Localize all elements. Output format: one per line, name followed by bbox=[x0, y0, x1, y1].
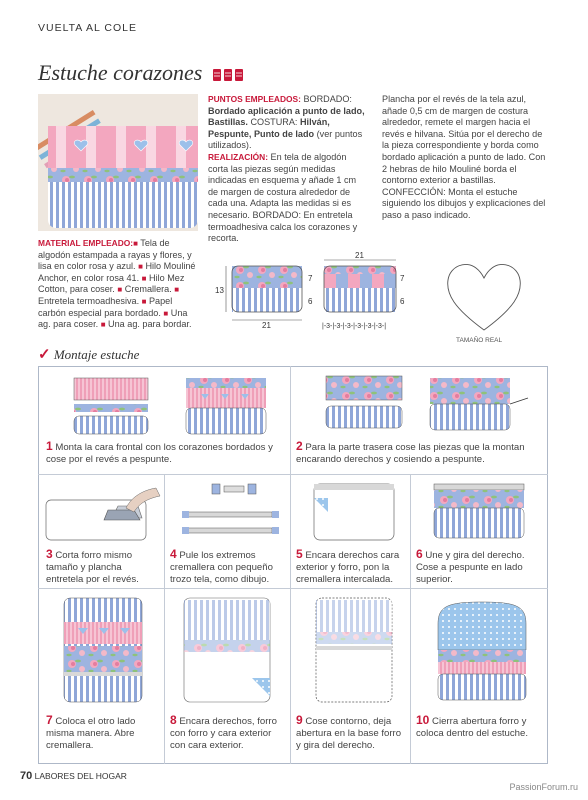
section-label: VUELTA AL COLE bbox=[38, 22, 138, 34]
step4-zipper-illustration bbox=[168, 478, 288, 542]
label-realizacion: REALIZACIÓN: bbox=[208, 151, 269, 162]
watermark: PassionForum.ru bbox=[509, 782, 578, 792]
product-photo bbox=[38, 94, 198, 231]
step-3: 3 Corta forro mismo tamaño y plancha entretela por el revés. bbox=[46, 547, 139, 585]
dim-left-top: 7 bbox=[308, 274, 313, 283]
page-title: Estuche corazones bbox=[38, 60, 246, 86]
text-column-middle: PUNTOS EMPLEADOS: BORDADO: Bordado aplicación a punto de lado, Bastillas. COSTURA: Hilván, Pespunte, Punto de lado (ver puntos utilizados). REALIZACIÓN: En tela de algodón corta las piezas según medidas indicadas en esquema y añade 1 cm de margen de costura alrededor de cada una. Adapta las medidas si es necesario. BORDADO: En entretela termoadhesiva calca los corazones y recorta. bbox=[208, 94, 365, 244]
step6-illustration bbox=[416, 478, 544, 542]
step-1: 1 Monta la cara frontal con los corazones bordados y cose por el revés a pespunte. bbox=[46, 439, 273, 465]
step-7: 7 Coloca el otro lado misma manera. Abre cremallera. bbox=[46, 713, 136, 751]
step5-illustration bbox=[296, 478, 406, 542]
divider bbox=[38, 474, 548, 475]
text-column-right: Plancha por el revés de la tela azul, añade 0,5 cm de margen de costura alrededor, remete el margen hacia el revés e hilvana. Sitúa por el derecho de la pieza correspondiente y borda como bordado aplicación a punto de lado. Con 2 hebras de hilo Mouliné borda el contorno exterior a bastillas. CONFECCIÓN: Monta el estuche siguiendo los dibujos y explicaciones del paso a paso indicado. bbox=[382, 94, 546, 220]
step8-illustration bbox=[170, 594, 288, 706]
divider bbox=[38, 588, 548, 589]
step7-illustration bbox=[44, 594, 162, 706]
dim-left-bottom: 6 bbox=[308, 297, 313, 306]
materials-list: MATERIAL EMPLEADO:■ Tela de algodón estampada a rayas y flores, y lisa en color rosa y azul. ■ Hilo Mouliné Anchor, en color rosa 41. ■ Hilo Mez Cotton, para coser. ■ Cremallera. ■ Entretela termoadhesiva. ■ Papel carbón especial para bordado. ■ Una ag. para coser. ■ Una ag. para bordar. bbox=[38, 238, 196, 330]
dim-right-top: 7 bbox=[400, 274, 405, 283]
step2-illustration bbox=[296, 374, 544, 438]
label-puntos: PUNTOS EMPLEADOS: bbox=[208, 94, 301, 104]
step10-illustration bbox=[416, 594, 544, 706]
dim-right-bottom: 6 bbox=[400, 297, 405, 306]
divider bbox=[410, 588, 411, 764]
dim-width-top: 21 bbox=[355, 251, 364, 260]
dim-height: 13 bbox=[215, 286, 224, 295]
montaje-heading: ✓ Montaje estuche bbox=[38, 347, 140, 363]
divider bbox=[410, 474, 411, 588]
footer: 70 LABORES DEL HOGAR bbox=[20, 770, 127, 782]
page-number: 70 bbox=[20, 770, 33, 782]
step-9: 9 Cose contorno, deja abertura en la base forro y gira del derecho. bbox=[296, 713, 402, 751]
step-5: 5 Encara derechos cara exterior y forro, pon la cremallera intercalada. bbox=[296, 547, 400, 585]
heart-template-icon bbox=[444, 258, 524, 338]
step3-iron-illustration bbox=[42, 478, 162, 542]
step9-illustration bbox=[296, 594, 406, 706]
step-10: 10 Cierra abertura forro y coloca dentro del estuche. bbox=[416, 713, 529, 739]
dim-width-bottom: 21 bbox=[262, 321, 271, 330]
size-label: TAMAÑO REAL bbox=[456, 337, 503, 344]
step-2: 2 Para la parte trasera cose las piezas que la montan encarando derechos y cosiendo a pespunte. bbox=[296, 439, 525, 465]
divider bbox=[164, 474, 165, 764]
dim-sequence: |-3-|-3-|-3-|-3-|-3-|-3-| bbox=[322, 323, 387, 330]
spools-icon bbox=[212, 67, 246, 83]
check-icon: ✓ bbox=[38, 347, 51, 363]
step-6: 6 Une y gira del derecho. Cose a pespunte en lado superior. bbox=[416, 547, 525, 585]
divider bbox=[290, 366, 291, 764]
pattern-diagram bbox=[212, 248, 412, 336]
step1-illustration bbox=[44, 374, 288, 438]
step-8: 8 Encara derechos, forro con forro y cara exterior con cara exterior. bbox=[170, 713, 277, 751]
step-4: 4 Pule los extremos cremallera con pequeño trozo tela, como dibujo. bbox=[170, 547, 273, 585]
